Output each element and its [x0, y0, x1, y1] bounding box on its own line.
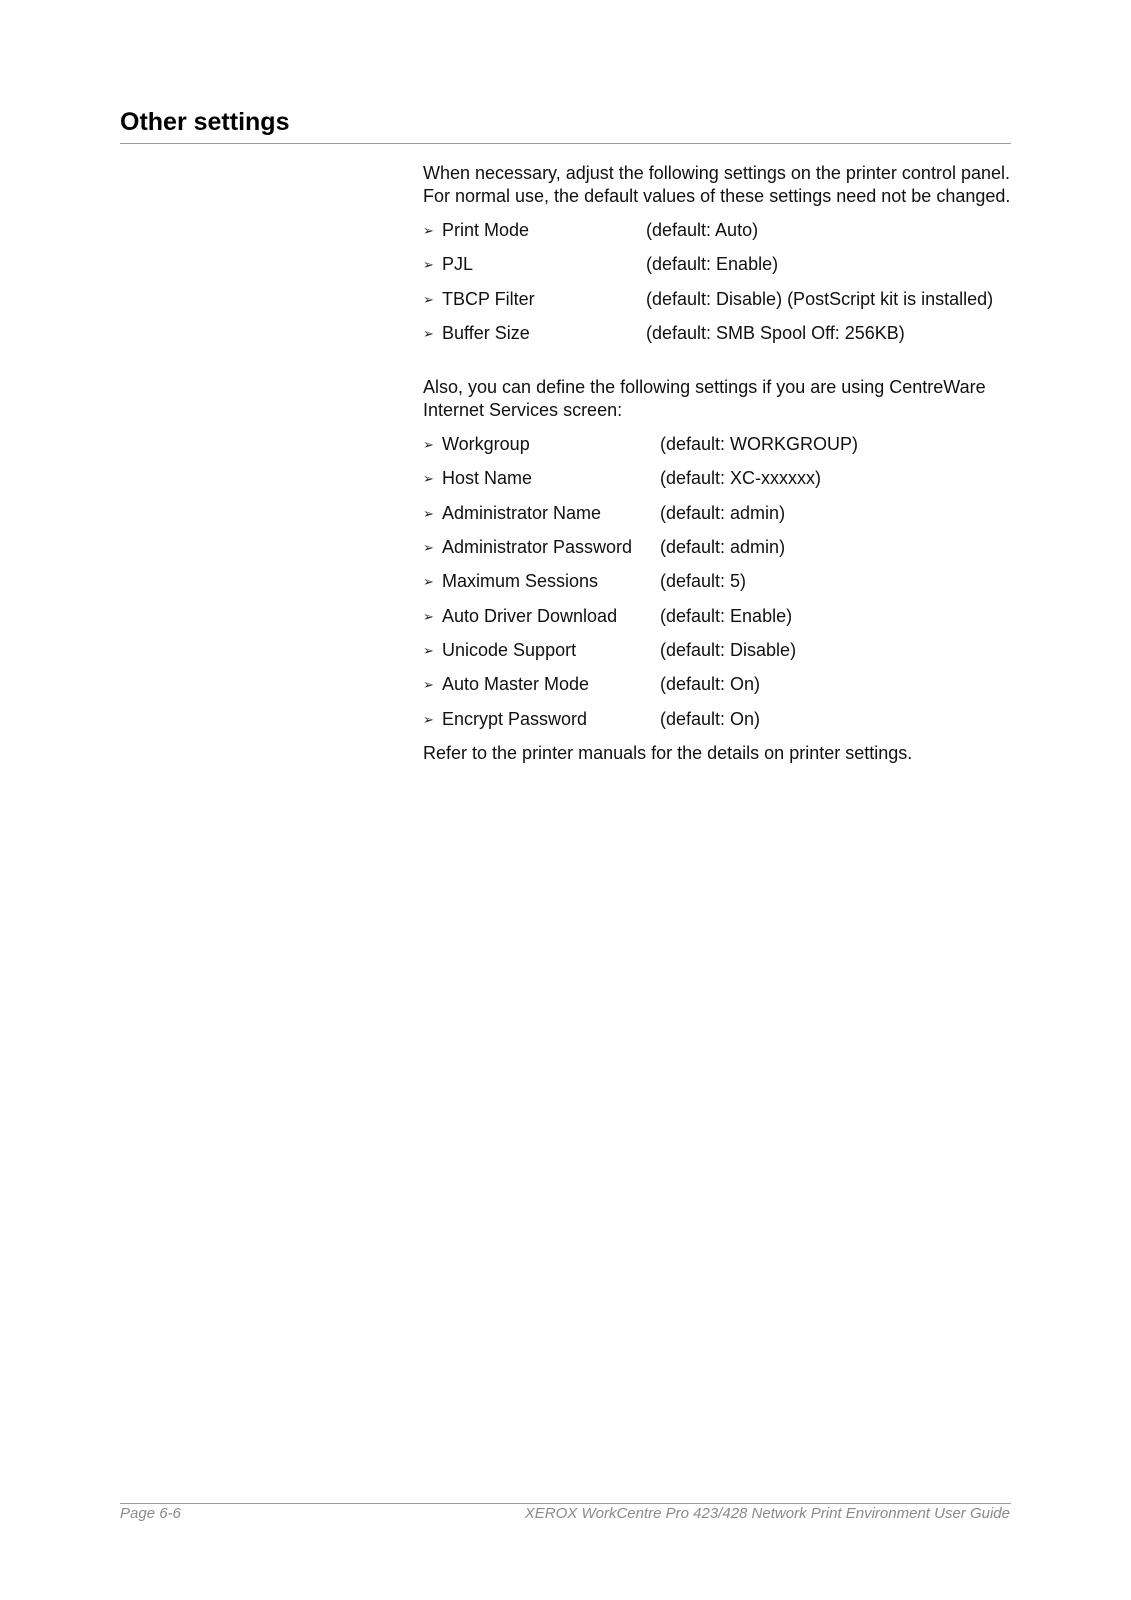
setting-item [423, 673, 1015, 707]
setting-default: (default: Enable) [660, 605, 793, 626]
arrow-bullet-icon: ➢ [423, 608, 434, 624]
arrow-bullet-icon: ➢ [423, 677, 434, 693]
setting-item [423, 467, 1015, 501]
arrow-bullet-icon: ➢ [423, 471, 434, 487]
setting-name: Host Name [442, 468, 533, 489]
page-number: Page 6-6 [120, 1505, 181, 1522]
setting-name: Unicode Support [442, 639, 577, 660]
setting-default: (default: XC-xxxxxx) [660, 468, 822, 489]
setting-name: PJL [442, 254, 474, 275]
setting-name: Auto Master Mode [442, 674, 590, 695]
setting-item [423, 502, 1015, 536]
setting-default: (default: admin) [660, 502, 786, 523]
setting-name: Workgroup [442, 434, 530, 455]
setting-default: (default: Auto) [646, 220, 759, 240]
setting-item [423, 605, 1015, 639]
arrow-bullet-icon: ➢ [423, 325, 434, 341]
panel-settings-list [423, 219, 1015, 356]
setting-default: (default: Enable) [646, 254, 779, 275]
setting-item [423, 288, 1015, 322]
setting-default: (default: WORKGROUP) [660, 434, 859, 455]
setting-default: (default: On) [660, 708, 761, 729]
setting-item [423, 433, 1015, 467]
arrow-bullet-icon: ➢ [423, 257, 434, 273]
arrow-bullet-icon: ➢ [423, 291, 434, 307]
also-paragraph: Also, you can define the following settings if you are using CentreWare Internet Services screen: [423, 377, 986, 421]
setting-item [423, 253, 1015, 287]
main-content [423, 162, 1015, 776]
setting-item [423, 570, 1015, 604]
setting-default: (default: 5) [660, 571, 747, 592]
setting-name: Encrypt Password [442, 708, 588, 729]
guide-title: XEROX WorkCentre Pro 423/428 Network Print Environment User Guide [524, 1505, 1010, 1522]
setting-item [423, 708, 1015, 742]
setting-name: Administrator Name [442, 502, 602, 523]
web-settings-list [423, 433, 1015, 742]
setting-name: Administrator Password [442, 537, 633, 558]
arrow-bullet-icon: ➢ [423, 642, 434, 658]
closing-paragraph: Refer to the printer manuals for the details on printer settings. [423, 742, 913, 763]
setting-item [423, 639, 1015, 673]
setting-item [423, 219, 1015, 253]
footer-divider [120, 1503, 1011, 1504]
setting-name: Auto Driver Download [442, 605, 618, 626]
setting-name: TBCP Filter [442, 288, 535, 309]
arrow-bullet-icon: ➢ [423, 505, 434, 521]
setting-name: Print Mode [442, 220, 530, 240]
setting-item [423, 322, 1015, 356]
setting-item [423, 536, 1015, 570]
setting-name: Maximum Sessions [442, 571, 599, 592]
page-title: Other settings [120, 108, 290, 136]
setting-default: (default: SMB Spool Off: 256KB) [646, 322, 905, 343]
heading-divider [120, 143, 1011, 144]
setting-default: (default: On) [660, 674, 761, 695]
arrow-bullet-icon: ➢ [423, 711, 434, 727]
intro-paragraph: When necessary, adjust the following settings on the printer control panel. For normal use, the default values of these settings need not be changed. [423, 163, 1011, 206]
arrow-bullet-icon: ➢ [423, 437, 434, 453]
setting-default: (default: admin) [660, 537, 786, 558]
arrow-bullet-icon: ➢ [423, 574, 434, 590]
setting-default: (default: Disable) (PostScript kit is installed) [646, 288, 994, 309]
arrow-bullet-icon: ➢ [423, 223, 434, 238]
arrow-bullet-icon: ➢ [423, 540, 434, 556]
setting-name: Buffer Size [442, 322, 530, 343]
setting-default: (default: Disable) [660, 639, 797, 660]
